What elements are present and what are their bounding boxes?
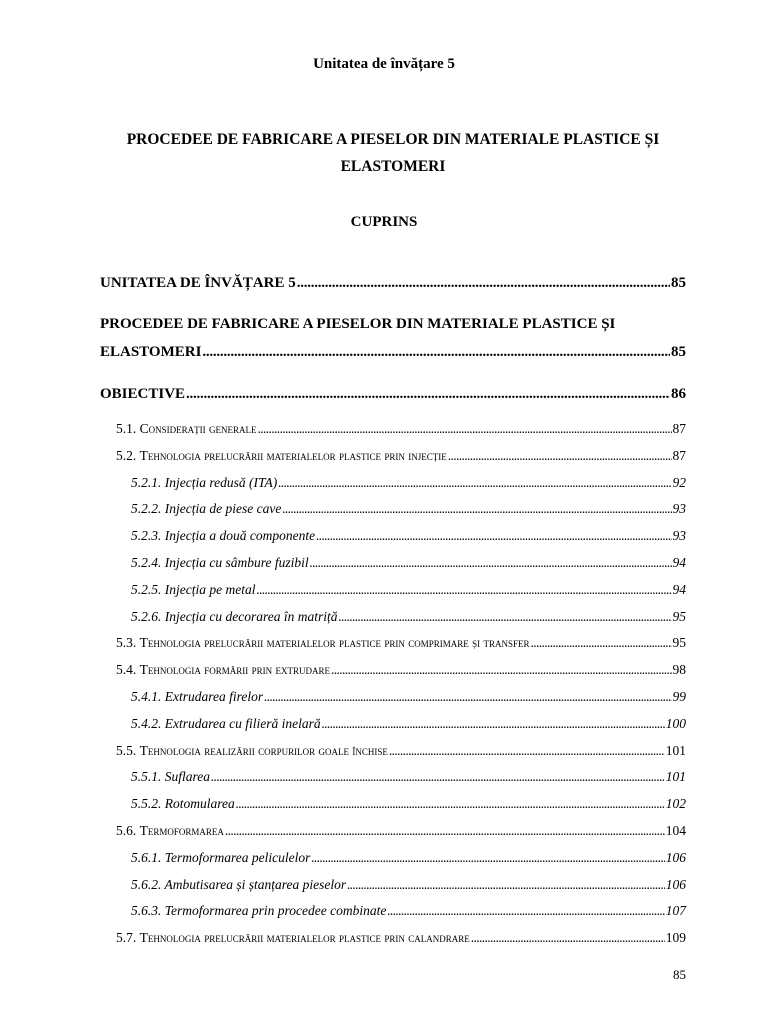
toc-page-number: 85	[671, 344, 686, 360]
toc-leader	[297, 275, 670, 292]
toc-leader	[236, 796, 665, 812]
toc-entry[interactable]	[131, 582, 686, 598]
toc-entry[interactable]	[131, 850, 686, 866]
toc-entry-text	[131, 769, 210, 785]
toc-leader	[448, 448, 672, 464]
toc-leader	[389, 743, 665, 759]
toc-leader	[311, 850, 664, 866]
toc-entry-text	[131, 528, 315, 544]
toc-leader	[256, 582, 671, 598]
toc-leader	[186, 386, 670, 403]
toc-leader	[278, 475, 671, 491]
toc-entry-text	[131, 716, 321, 732]
toc-entry-text	[116, 823, 224, 839]
title-line-1: PROCEDEE DE FABRICARE A PIESELOR DIN MATERIALE PLASTICE ȘI	[126, 131, 660, 148]
toc-entry-text	[131, 475, 277, 491]
toc-leader	[310, 555, 672, 571]
toc-entry-number: 5.5.2.	[131, 796, 162, 811]
toc-entry-number: 5.7.	[116, 930, 137, 945]
toc-entry-text	[116, 448, 447, 464]
toc-entry-number: 5.1.	[116, 421, 137, 436]
toc-leader	[338, 609, 671, 625]
toc-entry-number: 5.2.4.	[131, 555, 162, 570]
toc-entry-number: 5.5.	[116, 743, 137, 758]
toc-page-number: 101	[665, 769, 686, 784]
toc-entry-number: 5.5.1.	[131, 769, 162, 784]
toc-page-number: 93	[672, 501, 686, 516]
toc-entry-number: 5.6.1.	[131, 850, 162, 865]
toc-entry[interactable]	[116, 930, 686, 946]
toc-entry[interactable]	[116, 743, 686, 759]
toc-entry[interactable]	[116, 662, 686, 678]
toc-entry-text: OBIECTIVE	[100, 386, 186, 402]
toc-page-number: 92	[672, 475, 686, 490]
toc-entry-unit[interactable]	[100, 275, 686, 292]
toc-page-number: 106	[665, 877, 686, 892]
toc-leader	[387, 903, 664, 919]
toc-page-number: 93	[672, 528, 686, 543]
toc-entry-title: Injecția cu decorarea în matriță	[164, 609, 338, 624]
toc-entry-number: 5.2.6.	[131, 609, 162, 624]
toc-entry-text	[116, 635, 530, 651]
toc-entry-title: Suflarea	[164, 769, 210, 784]
toc-entry[interactable]	[131, 475, 686, 491]
toc-leader	[264, 689, 671, 705]
toc-entry-title: Injecția a două componente	[164, 528, 316, 543]
toc-entry-number: 5.2.3.	[131, 528, 162, 543]
toc-entry[interactable]	[131, 609, 686, 625]
toc-leader	[211, 769, 665, 785]
toc-entry-text	[131, 689, 263, 705]
toc-entry-number: 5.3.	[116, 635, 137, 650]
toc-entry-title: Injecția de piese cave	[164, 501, 282, 516]
toc-page-number: 98	[672, 662, 686, 677]
toc-entry-title: Termoformarea	[139, 823, 224, 838]
toc-entry-number: 5.2.5.	[131, 582, 162, 597]
toc-leader	[202, 344, 670, 361]
toc-entry-title: Injecția cu sâmbure fuzibil	[164, 555, 309, 570]
toc-page-number: 95	[672, 609, 686, 624]
toc-entry[interactable]	[131, 903, 686, 919]
toc-page-number: 102	[665, 796, 686, 811]
toc-entry[interactable]	[131, 689, 686, 705]
toc-leader	[225, 823, 665, 839]
toc-page-number: 99	[672, 689, 686, 704]
toc-entry-text	[116, 930, 470, 946]
toc-entry-text	[131, 877, 346, 893]
toc-entry[interactable]	[116, 448, 686, 464]
toc-page-number: 109	[665, 930, 686, 945]
footer-page-number: 85	[673, 967, 686, 982]
toc-entry-title: Termoformarea prin procedee combinate	[164, 903, 387, 918]
toc-entry-number: 5.2.	[116, 448, 137, 463]
toc-page-number: 107	[665, 903, 686, 918]
toc-entry-title: Tehnologia realizării corpurilor goale închise	[139, 743, 388, 758]
toc-page-number: 101	[665, 743, 686, 758]
toc-entry-text	[131, 796, 235, 812]
toc-entry[interactable]	[131, 877, 686, 893]
toc-page-number: 87	[672, 448, 686, 463]
toc-entry-number: 5.4.	[116, 662, 137, 677]
toc-entry-number: 5.2.1.	[131, 475, 162, 490]
toc-leader	[282, 501, 671, 517]
toc-page-number: 95	[672, 635, 686, 650]
toc-page-number: 100	[665, 716, 686, 731]
toc-entry-title: Rotomularea	[164, 796, 235, 811]
toc-page-number: 106	[665, 850, 686, 865]
unit-heading: Unitatea de învățare 5	[313, 56, 455, 72]
title-line-2: ELASTOMERI	[340, 158, 446, 175]
toc-page-number: 94	[672, 582, 686, 597]
toc-entry-text: ELASTOMERI	[100, 344, 202, 360]
toc-leader	[316, 528, 671, 544]
toc-entry[interactable]	[131, 555, 686, 571]
toc-entry-number: 5.6.	[116, 823, 137, 838]
toc-entry-text	[131, 582, 255, 598]
toc-entry[interactable]	[131, 796, 686, 812]
toc-entry-text	[131, 609, 337, 625]
toc-entry[interactable]	[116, 421, 686, 437]
toc-entry[interactable]	[131, 501, 686, 517]
toc-entry-text: UNITATEA DE ÎNVĂȚARE 5	[100, 275, 296, 291]
toc-entry-title: Tehnologia prelucrării materialelor plastice prin injecție	[139, 448, 447, 463]
toc-entry-number: 5.6.3.	[131, 903, 162, 918]
toc-entry[interactable]	[131, 769, 686, 785]
toc-leader	[347, 877, 665, 893]
toc-leader	[258, 421, 672, 437]
toc-page-number: 94	[672, 555, 686, 570]
toc-entry-number: 5.2.2.	[131, 501, 162, 516]
toc-entry-text	[116, 743, 388, 759]
toc-entry-number: 5.4.1.	[131, 689, 162, 704]
toc-entry-number: 5.4.2.	[131, 716, 162, 731]
toc-entry[interactable]	[116, 635, 686, 651]
toc-leader	[322, 716, 665, 732]
toc-entry-text	[116, 662, 330, 678]
toc-entry-title[interactable]	[100, 344, 686, 361]
toc-entry-title: Termoformarea peliculelor	[164, 850, 311, 865]
toc-entry-title: Injecția redusă (ITA)	[164, 475, 278, 490]
toc-entry-title: Tehnologia prelucrării materialelor plastice prin comprimare și transfer	[139, 635, 530, 650]
toc-entry-number: 5.6.2.	[131, 877, 162, 892]
toc-entry-title: Injecția pe metal	[164, 582, 256, 597]
toc-leader	[531, 635, 672, 651]
toc-entry[interactable]	[116, 823, 686, 839]
toc-page-number: 87	[672, 421, 686, 436]
toc-leader	[471, 930, 665, 946]
toc-entry-objectives[interactable]	[100, 386, 686, 403]
toc-entry-title: Ambutisarea și ștanțarea pieselor	[164, 877, 347, 892]
toc-entry[interactable]	[131, 528, 686, 544]
toc-entry-title: Considerații generale	[139, 421, 257, 436]
toc-page-number: 104	[665, 823, 686, 838]
toc-entry-title: Extrudarea cu filieră inelară	[164, 716, 321, 731]
toc-entry-text	[131, 850, 310, 866]
toc-entry-text	[131, 501, 281, 517]
page-title	[100, 126, 686, 180]
toc-entry-title: Tehnologia prelucrării materialelor plastice prin calandrare	[139, 930, 470, 945]
toc-entry-title-line-1[interactable]: PROCEDEE DE FABRICARE A PIESELOR DIN MATERIALE PLASTICE ȘI	[100, 316, 616, 332]
toc-entry-text	[131, 903, 386, 919]
toc-page-number: 85	[671, 275, 686, 291]
toc-leader	[331, 662, 672, 678]
toc-page-number: 86	[671, 386, 686, 402]
toc-entry[interactable]	[131, 716, 686, 732]
toc-entry-title: Extrudarea firelor	[164, 689, 264, 704]
toc-entry-text	[116, 421, 257, 437]
toc-entry-text	[131, 555, 309, 571]
toc-entry-title: Tehnologia formării prin extrudare	[139, 662, 330, 677]
contents-heading: CUPRINS	[350, 214, 418, 230]
